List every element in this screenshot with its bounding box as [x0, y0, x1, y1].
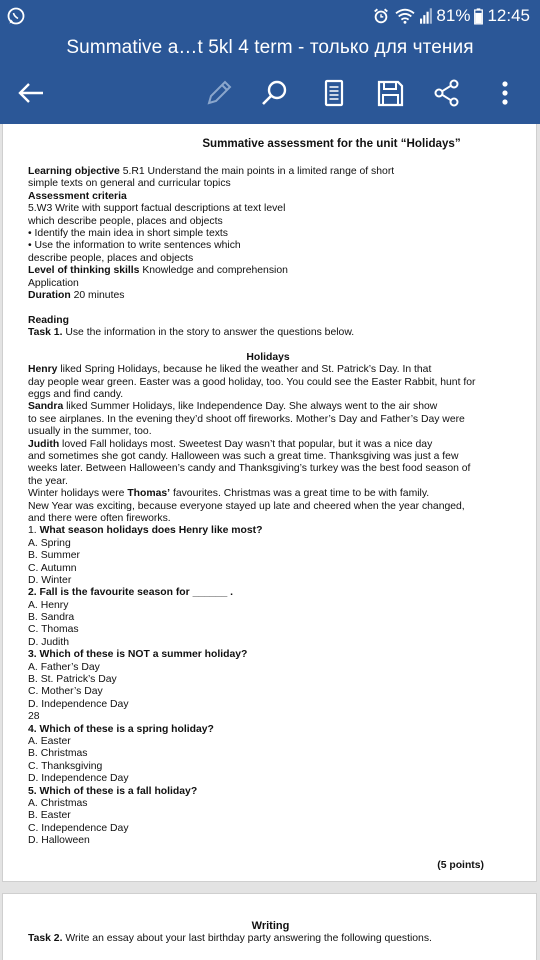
document-page-1[interactable] — [2, 124, 537, 882]
text: 5.W3 Write with support factual descriptions at text level — [28, 203, 286, 215]
text: New Year was exciting, because everyone stayed up late and cheered when the year changed, — [28, 500, 465, 512]
doc-line — [28, 724, 508, 736]
back-arrow-icon[interactable] — [14, 76, 48, 110]
doc-line — [28, 736, 508, 748]
doc-line — [28, 377, 508, 389]
doc-body — [28, 166, 508, 872]
text: Use the information in the story to answer the questions below. — [62, 327, 355, 339]
doc-line — [28, 476, 508, 488]
text: B. Sandra — [28, 612, 75, 624]
writing-heading: Writing — [251, 920, 290, 932]
text: D. Independence Day — [28, 773, 129, 785]
doc-line — [28, 612, 508, 624]
text: B. Easter — [28, 810, 71, 822]
task2-label: Task 2. — [28, 933, 63, 944]
text: Winter holidays were — [28, 488, 128, 500]
doc-line — [28, 563, 508, 575]
text: B. Christmas — [28, 748, 88, 760]
doc-line — [28, 600, 508, 612]
doc-line — [28, 860, 508, 872]
text: A. Easter — [28, 735, 71, 747]
doc-line — [28, 810, 508, 822]
text: • Identify the main idea in short simple texts — [28, 227, 228, 239]
text: 1. — [28, 525, 40, 537]
doc-line — [28, 748, 508, 760]
task2-line — [28, 933, 432, 944]
text: B. Summer — [28, 550, 80, 562]
document-title: Summative a…t 5kl 4 term - только для чтения — [66, 37, 474, 58]
app-toolbar — [0, 32, 540, 124]
text: usually in the summer, too. — [28, 426, 152, 438]
doc-line — [28, 389, 508, 401]
text: 20 minutes — [70, 289, 125, 301]
text: and sometimes she got candy. Halloween was such a great time. Thanksgiving was just a few — [28, 450, 459, 462]
text: eggs and find candy. — [28, 389, 124, 401]
doc-line — [28, 352, 508, 364]
document-view-icon[interactable] — [317, 76, 351, 110]
bold-text: Duration — [28, 289, 71, 301]
doc-line — [28, 278, 508, 290]
whatsapp-icon — [6, 6, 26, 26]
text: to see airplanes. In the evening they’d shoot off fireworks. Mother’s Day and Father’s Day were — [28, 413, 465, 425]
doc-line — [28, 191, 508, 203]
text: B. St. Patrick’s Day — [28, 674, 117, 686]
text: C. Thomas — [28, 624, 79, 636]
text: A. Christmas — [28, 797, 88, 809]
text: 28 — [28, 711, 40, 723]
text: weeks later. Between Halloween’s candy and Thanksgiving’s turkey was the best food season of — [28, 463, 471, 475]
bold-text: 3. Which of these is NOT a summer holiday? — [28, 649, 248, 661]
doc-line — [28, 798, 508, 810]
text: 5.R1 Understand the main points in a limited range of short — [119, 166, 395, 177]
bold-text: (5 points) — [437, 859, 484, 871]
doc-line — [28, 501, 508, 513]
doc-line — [28, 674, 508, 686]
doc-line — [28, 538, 508, 550]
clock: 12:45 — [487, 6, 530, 25]
bold-text: Level of thinking skills — [28, 265, 140, 277]
doc-line — [28, 315, 508, 327]
text: liked Summer Holidays, like Independence Day. She always went to the air show — [63, 401, 438, 413]
doc-line — [28, 240, 508, 252]
doc-line — [28, 439, 508, 451]
doc-line — [28, 463, 508, 475]
doc-line — [28, 575, 508, 587]
search-icon[interactable] — [258, 76, 292, 110]
document-page-2[interactable] — [2, 893, 537, 960]
doc-line — [28, 835, 508, 847]
doc-line — [28, 203, 508, 215]
bold-text: Learning objective — [28, 166, 120, 177]
more-vertical-icon[interactable] — [488, 76, 522, 110]
text: favourites. Christmas was a great time to be with family. — [170, 488, 430, 500]
text: D. Independence Day — [28, 698, 129, 710]
bold-text: Assessment criteria — [28, 190, 127, 202]
text: day people wear green. Easter was a good holiday, too. You could see the Easter Rabbit, hunt for — [28, 376, 476, 388]
text: D. Halloween — [28, 835, 90, 847]
alarm-icon — [372, 7, 390, 25]
blank-line — [28, 302, 508, 314]
status-bar — [0, 0, 540, 32]
text: loved Fall holidays most. Sweetest Day wasn’t that popular, but it was a nice day — [59, 438, 433, 450]
text: A. Spring — [28, 537, 71, 549]
save-icon[interactable] — [373, 76, 407, 110]
bold-text: Thomas’ — [127, 488, 171, 500]
bold-text: 4. Which of these is a spring holiday? — [28, 723, 214, 735]
text: C. Mother’s Day — [28, 686, 103, 698]
doc-line — [28, 686, 508, 698]
pencil-icon[interactable] — [202, 76, 236, 110]
bold-text: 2. Fall is the favourite season for ______ . — [28, 587, 234, 599]
bold-text: 5. Which of these is a fall holiday? — [28, 785, 198, 797]
text: the year. — [28, 475, 68, 487]
doc-line — [28, 525, 508, 537]
text: and there were often fireworks. — [28, 512, 171, 524]
doc-line — [28, 649, 508, 661]
doc-heading: Summative assessment for the unit “Holidays” — [202, 137, 461, 150]
doc-line — [28, 488, 508, 500]
text: C. Independence Day — [28, 822, 129, 834]
text: A. Henry — [28, 599, 69, 611]
text: Application — [28, 277, 79, 289]
doc-line — [28, 327, 508, 339]
text: • Use the information to write sentences which — [28, 240, 241, 252]
doc-line — [28, 166, 508, 178]
doc-line — [28, 178, 508, 190]
text: Knowledge and comprehension — [139, 265, 288, 277]
doc-line — [28, 426, 508, 438]
battery-icon — [474, 8, 483, 25]
doc-line — [28, 637, 508, 649]
blank-line — [28, 847, 508, 859]
doc-line — [28, 414, 508, 426]
bold-text: Holidays — [246, 351, 290, 363]
doc-line — [28, 624, 508, 636]
battery-percent: 81% — [436, 6, 471, 25]
bold-text: Judith — [28, 438, 60, 450]
doc-line — [28, 216, 508, 228]
bold-text: Sandra — [28, 401, 64, 413]
text: simple texts on general and curricular topics — [28, 178, 231, 190]
text: D. Judith — [28, 636, 70, 648]
doc-line — [28, 253, 508, 265]
doc-line — [28, 265, 508, 277]
text: C. Thanksgiving — [28, 760, 103, 772]
bold-text: What season holidays does Henry like most? — [39, 525, 263, 537]
text: liked Spring Holidays, because he liked the weather and St. Patrick’s Day. In that — [57, 364, 432, 376]
blank-line — [28, 339, 508, 351]
doc-line — [28, 662, 508, 674]
bold-text: Reading — [28, 314, 69, 326]
doc-line — [28, 699, 508, 711]
text: A. Father’s Day — [28, 661, 100, 673]
text: which describe people, places and objects — [28, 215, 223, 227]
doc-line — [28, 228, 508, 240]
doc-line — [28, 364, 508, 376]
task2-text: Write an essay about your last birthday party answering the following questions. — [62, 933, 432, 944]
text: describe people, places and objects — [28, 252, 194, 264]
doc-line — [28, 401, 508, 413]
text: C. Autumn — [28, 562, 77, 574]
doc-line — [28, 550, 508, 562]
doc-line — [28, 711, 508, 723]
doc-line — [28, 451, 508, 463]
doc-line — [28, 786, 508, 798]
doc-line — [28, 513, 508, 525]
doc-line — [28, 761, 508, 773]
share-icon[interactable] — [430, 76, 464, 110]
wifi-icon — [394, 7, 416, 25]
bold-text: Henry — [28, 364, 58, 376]
text: D. Winter — [28, 574, 72, 586]
doc-line — [28, 773, 508, 785]
signal-icon — [420, 8, 432, 24]
doc-line — [28, 823, 508, 835]
doc-line — [28, 587, 508, 599]
doc-line — [28, 290, 508, 302]
bold-text: Task 1. — [28, 327, 63, 339]
